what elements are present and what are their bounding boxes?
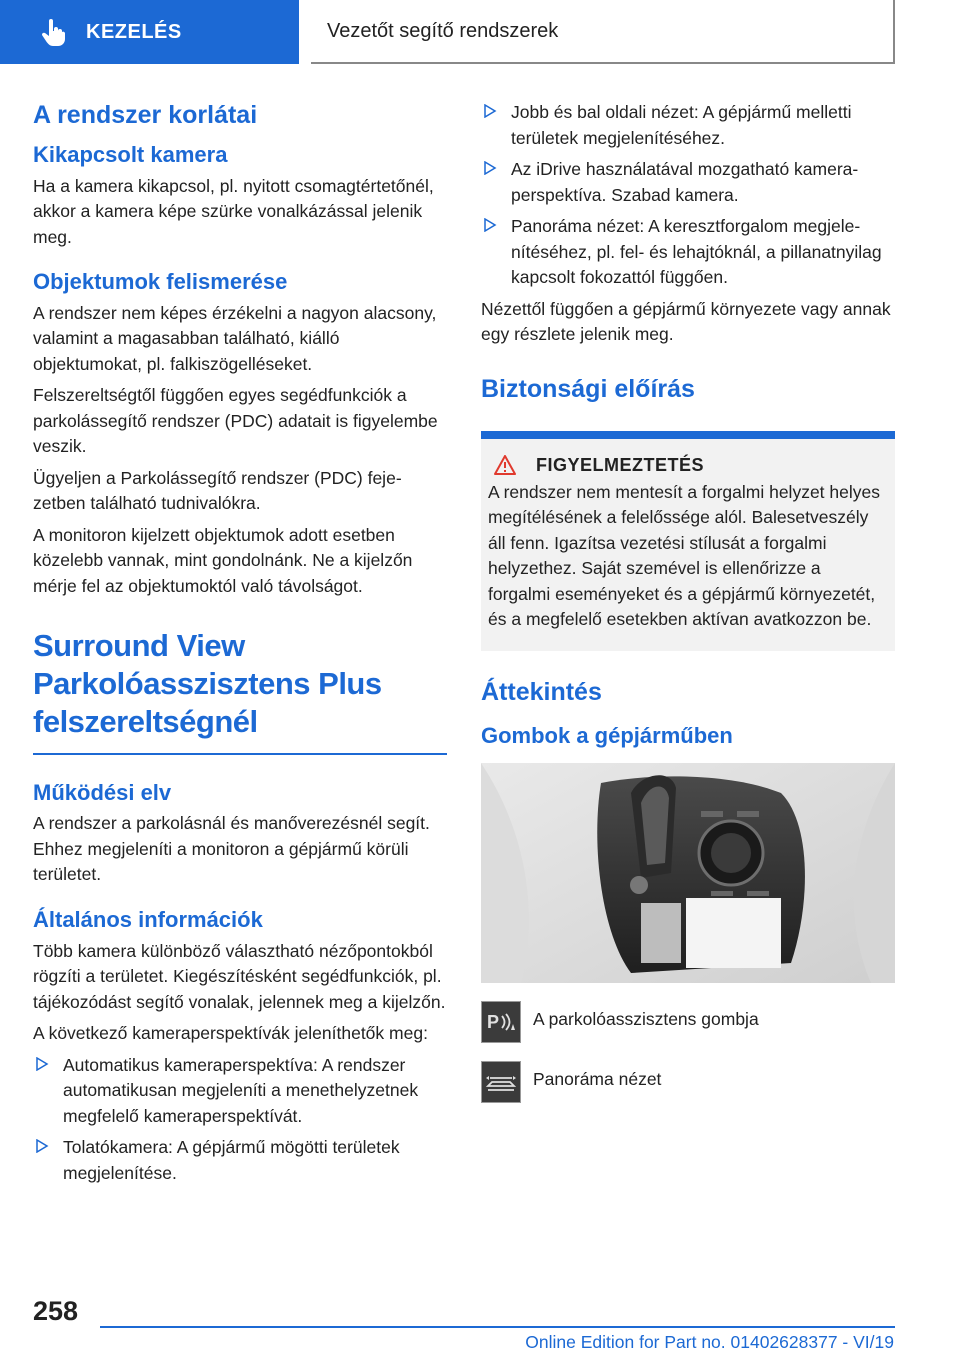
principle-text: A rendszer a parkolásnál és manőverezésnél segít. Ehhez megjeleníti a monitoron a gépjármű körüli területet.	[33, 813, 430, 885]
hand-pointer-icon	[38, 17, 68, 47]
safety-heading: Biztonsági előírás	[481, 374, 695, 403]
warning-title	[488, 455, 887, 476]
right-column	[481, 100, 895, 1103]
park-assist-label: A parkolóasszisztens gombja	[533, 1008, 759, 1029]
main-heading-line: felszereltségnél	[33, 704, 258, 740]
perspective-list-continued	[481, 100, 895, 291]
list-item-text: Automatikus kameraperspektíva: A rendszer automatikusan megjeleníti a menethelyzetnek megfelelő kameraperspektívát.	[63, 1054, 419, 1126]
list-item	[33, 1053, 447, 1130]
warning-box	[481, 439, 895, 651]
list-item	[481, 100, 895, 151]
panorama-row	[481, 1061, 895, 1103]
warning-text: A rendszer nem mentesít a forgalmi helyzet helyes megítélésének a felelőssége alól. Balesetveszély áll fenn. Igazítsa vezetési stílusát a forgalmi helyzethez. Saját szemével is ellenőrizze a forgalmi eseményeket és a gépjármű környezetét, és a megfelelő esetekben aktívan avatkozzon be.	[488, 481, 880, 630]
list-item-text: Panoráma nézet: A keresztforgalom megjelenítéséhez, pl. fel- és lehajtóknál, a pillanatnyilag kapcsolt fokozattól függően.	[511, 216, 882, 287]
perspective-list	[33, 1053, 447, 1187]
main-heading-line: Parkolóasszisztens Plus	[33, 666, 382, 702]
principle-heading: Működési elv	[33, 779, 172, 805]
buttons-heading: Gombok a gépjárműben	[481, 723, 733, 748]
list-item	[481, 214, 895, 291]
camera-off-text: Ha a kamera kikapcsol, pl. nyitott csomagtértetőnél, akkor a kamera képe szürke vonalkázással jelenik meg.	[33, 175, 434, 247]
general-heading: Általános információk	[33, 906, 263, 932]
list-item	[33, 1135, 447, 1186]
list-item	[481, 157, 895, 208]
panorama-label: Panoráma nézet	[533, 1068, 662, 1089]
general-paragraph: A következő kameraperspektívák jeleníthetők meg:	[33, 1023, 428, 1044]
chapter-tab-label: KEZELÉS	[86, 20, 182, 43]
panorama-view-icon	[481, 1061, 521, 1103]
warning-block	[481, 431, 895, 651]
camera-off-section	[33, 141, 447, 250]
park-assist-icon	[481, 1001, 521, 1043]
heading-rule	[33, 753, 447, 755]
section-tab[interactable]	[311, 0, 895, 64]
limits-heading: A rendszer korlátai	[33, 101, 258, 129]
page-number: 258	[33, 1296, 79, 1326]
chapter-tab[interactable]	[0, 0, 299, 64]
triangle-bullet-icon	[483, 161, 497, 175]
triangle-bullet-icon	[35, 1057, 49, 1071]
page-footer	[0, 1296, 960, 1362]
svg-text:P: P	[487, 1011, 500, 1032]
warning-triangle-icon	[494, 455, 516, 475]
objects-heading: Objektumok felismerése	[33, 269, 288, 295]
main-heading-block	[33, 627, 447, 754]
main-heading-line: Surround View	[33, 628, 245, 664]
general-paragraph: Több kamera különböző választható nézőpontokból rögzíti a területet. Kiegészítésként segédfunkciók, pl. tájékozódást segítő vonalak, jelennek meg a kijelzőn.	[33, 940, 446, 1012]
warning-title-text: FIGYELMEZTETÉS	[536, 454, 705, 475]
objects-paragraph: A rendszer nem képes érzékelni a nagyon alacsony, valamint a magasabban található, kiálló objektumokat, pl. falkiszögelléseket.	[33, 302, 437, 374]
list-item-text: Tolatókamera: A gépjármű mögötti területek megjelenítése.	[63, 1137, 400, 1183]
edition-text: Online Edition for Part no. 01402628377 - VI/19	[525, 1332, 894, 1352]
footer-rule	[100, 1326, 895, 1328]
overview-heading: Áttekintés	[481, 677, 602, 706]
triangle-bullet-icon	[483, 104, 497, 118]
principle-section	[33, 779, 447, 888]
left-column	[33, 100, 447, 1204]
general-section	[33, 906, 447, 1186]
section-tab-label: Vezetőt segítő rendszerek	[327, 19, 559, 42]
triangle-bullet-icon	[483, 218, 497, 232]
objects-paragraph: A monitoron kijelzett objektumok adott esetben közelebb vannak, mint gondolnánk. Ne a kijelzőn mérje fel az objektumoktól való távolságot.	[33, 524, 413, 596]
console-photo	[481, 763, 895, 983]
list-item-text: Jobb és bal oldali nézet: A gépjármű melletti területek megjelenítéséhez.	[511, 102, 852, 148]
triangle-bullet-icon	[35, 1139, 49, 1153]
objects-paragraph: Ügyeljen a Parkolássegítő rendszer (PDC) fejezetben található tudnivalókra.	[33, 467, 402, 514]
console-illustration	[481, 763, 895, 983]
page-header	[0, 0, 960, 66]
objects-section	[33, 268, 447, 599]
camera-off-heading: Kikapcsolt kamera	[33, 142, 228, 168]
list-item-text: Az iDrive használatával mozgatható kameraperspektíva. Szabad kamera.	[511, 159, 859, 205]
objects-paragraph: Felszereltségtől függően egyes segédfunkciók a parkolássegítő rendszer (PDC) adatait is figyelembe veszik.	[33, 385, 438, 457]
view-text: Nézettől függően a gépjármű környezete vagy annak egy részlete jelenik meg.	[481, 298, 891, 344]
park-assist-row	[481, 1001, 895, 1043]
warning-bar	[481, 431, 895, 439]
